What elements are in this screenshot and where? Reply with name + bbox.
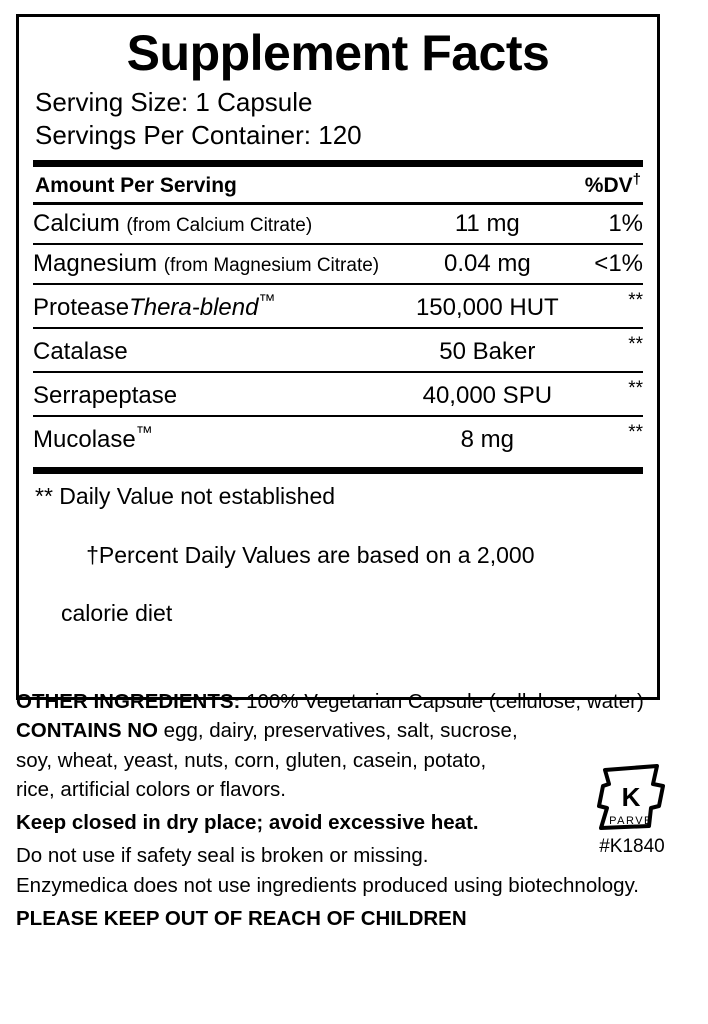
- nutrient-name: Magnesium: [33, 249, 158, 277]
- nutrient-dv: **: [628, 421, 643, 443]
- contains-no-text-1: egg, dairy, preservatives, salt, sucrose,: [157, 719, 518, 743]
- amount-per-serving-row: [33, 167, 643, 202]
- nutrient-source: (from Calcium Citrate): [126, 214, 313, 236]
- divider-thick-bottom: [33, 467, 643, 474]
- nutrient-dv: **: [628, 333, 643, 355]
- nutrient-dv: 1%: [608, 209, 643, 237]
- nutrient-name: Mucolase: [33, 425, 136, 453]
- trademark-icon: ™: [135, 422, 153, 442]
- nutrient-name: Serrapeptase: [33, 381, 178, 409]
- nutrient-source: (from Magnesium Citrate): [163, 254, 380, 276]
- panel-title: Supplement Facts: [126, 25, 550, 81]
- safety-seal-warning: Do not use if safety seal is broken or missing.: [16, 844, 429, 868]
- nutrient-amount: 50 Baker: [410, 328, 565, 372]
- contains-no-line-3: rice, artificial colors or flavors.: [16, 777, 286, 801]
- servings-per-container: Servings Per Container: 120: [35, 120, 362, 150]
- kosher-code: #K1840: [599, 836, 665, 857]
- table-row: [33, 328, 643, 372]
- kosher-certification: [586, 762, 678, 858]
- supplement-facts-panel: [16, 14, 660, 700]
- footnote-dagger-line2: calorie diet: [61, 599, 173, 626]
- keep-out-of-reach-warning: PLEASE KEEP OUT OF REACH OF CHILDREN: [16, 906, 467, 930]
- contains-no-line-1: [16, 717, 696, 745]
- nutrient-amount: 0.04 mg: [410, 244, 565, 284]
- contains-no-line-2: soy, wheat, yeast, nuts, corn, gluten, casein, potato,: [16, 748, 487, 772]
- nutrient-name: Protease: [33, 293, 130, 321]
- nutrient-brand: Thera-blend: [129, 293, 259, 321]
- daily-value-header: [585, 171, 641, 198]
- table-row: [33, 284, 643, 328]
- other-ingredients-text: 100% Vegetarian Capsule (cellulose, water): [240, 690, 644, 713]
- nutrient-dv: **: [628, 289, 643, 311]
- table-row: [33, 244, 643, 284]
- biotechnology-statement: Enzymedica does not use ingredients produced using biotechnology.: [16, 873, 639, 897]
- nutrient-amount: 40,000 SPU: [410, 372, 565, 416]
- table-row: [33, 416, 643, 459]
- table-row: [33, 205, 643, 244]
- svg-text:K: K: [621, 782, 641, 812]
- svg-text:PARVE: PARVE: [609, 815, 653, 827]
- dv-header-dagger: †: [632, 170, 641, 188]
- footnote-stars: ** Daily Value not established: [35, 482, 336, 509]
- nutrient-name: Calcium: [33, 209, 120, 237]
- footnote-dagger-line1: †Percent Daily Values are based on a 2,000: [86, 542, 535, 568]
- nutrient-amount: 8 mg: [410, 416, 565, 459]
- panel-footnotes: [33, 474, 643, 685]
- trademark-icon: ™: [258, 290, 276, 310]
- nutrient-dv: **: [628, 377, 643, 399]
- nutrients-table: [33, 205, 643, 459]
- divider-thick-top: [33, 160, 643, 167]
- nutrient-amount: 150,000 HUT: [410, 284, 565, 328]
- amount-per-serving-label: Amount Per Serving: [35, 173, 237, 197]
- table-row: [33, 372, 643, 416]
- serving-size: Serving Size: 1 Capsule: [35, 86, 313, 117]
- nutrient-dv: <1%: [565, 244, 643, 284]
- contains-no-label: CONTAINS NO: [16, 719, 158, 743]
- dv-header-text: %DV: [584, 173, 633, 197]
- kosher-k-icon: [593, 762, 671, 834]
- keep-closed-warning: Keep closed in dry place; avoid excessive heat.: [16, 811, 479, 835]
- footnote-dagger: [35, 512, 641, 685]
- nutrient-amount: 11 mg: [454, 209, 520, 237]
- nutrient-name: Catalase: [33, 337, 128, 365]
- other-ingredients-line: [16, 688, 696, 716]
- other-ingredients-label: OTHER INGREDIENTS:: [16, 690, 241, 713]
